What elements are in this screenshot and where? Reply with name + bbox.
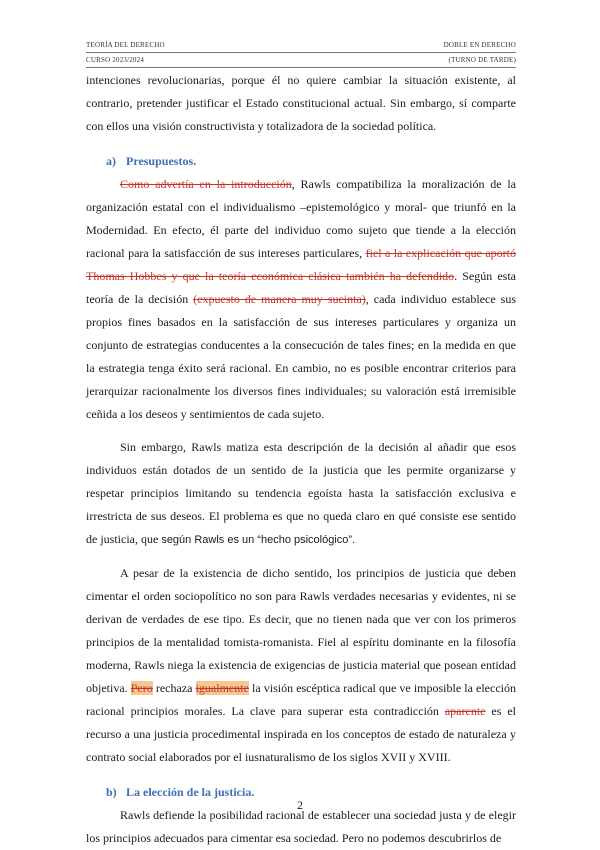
deleted-text: aparente	[444, 704, 486, 718]
header-rule-top	[86, 52, 516, 53]
section-b-title: La elección de la justicia.	[126, 785, 255, 799]
header-right-bottom: (TURNO DE TARDE)	[448, 56, 516, 64]
header-left-top: TEORÍA DEL DERECHO	[86, 41, 165, 49]
section-b-label: b)	[106, 785, 117, 799]
section-b-paragraph-1: Rawls defiende la posibilidad racional de establecer una sociedad justa y de elegir los principios adecuados para cimentar esa sociedad. Pero no podemos descubrirlos de	[86, 808, 516, 845]
section-a-paragraph-1	[86, 173, 516, 426]
quoted-phrase: según Rawls es un “hecho psicológico”	[161, 534, 353, 546]
header-right-top: DOBLE EN DERECHO	[443, 41, 516, 49]
deleted-text: fiel a la explicación que aportó Thomas Hobbes y que la teoría económica clásica también ha defendido	[86, 246, 516, 283]
header-rule-bottom	[86, 67, 516, 68]
paragraph-text: , cada individuo establece sus propios fines basados en la satisfacción de sus intereses particulares y organiza un conjunto de estrategias conducentes a la consecución de tales fines; en la medida en que la estrategia tenga éxito será racional. En cambio, no es posible encontrar criterios para jerarquizar racionalmente los diversos fines individuales; su valoración está irremisible ceñida a los deseos y sentimientos de cada sujeto.	[86, 292, 517, 421]
paragraph-text: .	[352, 532, 356, 546]
section-a-label: a)	[106, 154, 116, 168]
section-a-heading	[86, 150, 516, 173]
section-a-title: Presupuestos.	[126, 154, 197, 168]
paragraph-text: la visión escéptica radical que ve imposible la elección racional principios morales. La clave para superar esta contradicción	[86, 681, 516, 718]
intro-paragraph: intenciones revolucionarias, porque él no quiere cambiar la situación existente, al contrario, pretender justificar el Estado constitucional actual. Sin embargo, sí comparte con ellos una visión constructivista y totalizadora de la sociedad política.	[86, 73, 516, 133]
paragraph-text: . Según esta teoría de la decisión	[86, 269, 517, 306]
document-body	[86, 69, 516, 850]
highlighted-deleted-text: igualmente	[195, 681, 249, 695]
paragraph-text: , Rawls compatibiliza la moralización de la organización estatal con el individualismo –epistemológico y moral- que triunfó en la Modernidad. En efecto, él parte del individuo como sujeto que tiende a la elección racional para la satisfacción de sus intereses particulares,	[86, 177, 516, 260]
deleted-text: Como advertía en la introducción	[120, 177, 292, 191]
paragraph-text: rechaza	[152, 681, 196, 695]
paragraph-text: Sin embargo, Rawls matiza esta descripción de la decisión al añadir que esos individuos están dotados de un sentido de la justicia que les permite organizarse y respetar principios limitando su tendencia egoísta hasta la satisfacción exclusiva e irrestricta de sus deseos. El problema es que no queda claro en qué consiste ese sentido de justicia, que	[86, 440, 516, 546]
paragraph-text: A pesar de la existencia de dicho sentido, los principios de justicia que deben cimentar el orden sociopolítico no son para Rawls verdades necesarias y evidentes, ni se derivan de verdades de ese tipo. Es decir, que no tienen nada que ver con los primeros principios de la mentalidad tomista-romanista. Fiel al espíritu dominante en la filosofía moderna, Rawls niega la existencia de exigencias de justicia material que posean entidad objetiva.	[86, 566, 516, 695]
deleted-text: (expuesto de manera muy sucinta)	[193, 292, 366, 306]
section-a-paragraph-2	[86, 436, 516, 552]
header-left-bottom: CURSO 2023/2024	[86, 56, 145, 64]
highlighted-deleted-text: Pero	[130, 681, 153, 695]
paragraph-text: es el recurso a una justicia procedimental inspirada en los conceptos de estado de naturaleza y contrato social elaborados por el iusnaturalismo de los siglos XVII y XVIII.	[86, 704, 517, 764]
page-number: 2	[297, 798, 303, 812]
section-a-paragraph-3	[86, 562, 516, 769]
